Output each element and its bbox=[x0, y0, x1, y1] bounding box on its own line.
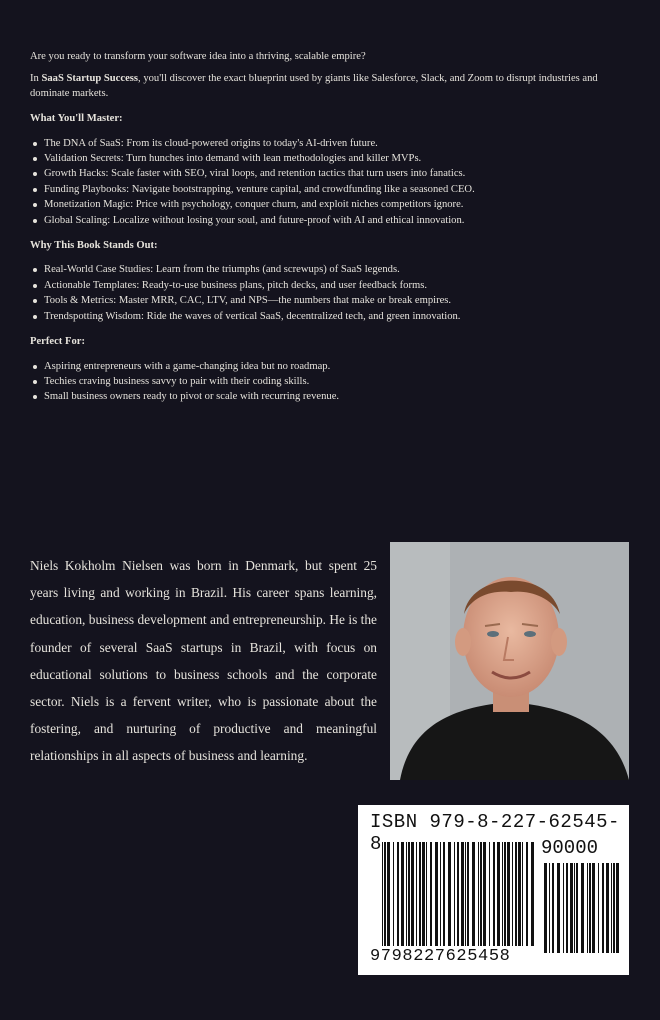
list-item: Techies craving business savvy to pair with their coding skills. bbox=[30, 374, 635, 389]
list-item: Trendspotting Wisdom: Ride the waves of vertical SaaS, decentralized tech, and green innovation. bbox=[30, 309, 635, 324]
lead-prefix: In bbox=[30, 73, 42, 85]
ean-number: 9798227625458 bbox=[370, 947, 511, 966]
list-item: Actionable Templates: Ready-to-use business plans, pitch decks, and user feedback forms. bbox=[30, 278, 635, 293]
master-list bbox=[30, 136, 635, 228]
list-item: Real-World Case Studies: Learn from the triumphs (and screwups) of SaaS legends. bbox=[30, 262, 635, 277]
list-item: Funding Playbooks: Navigate bootstrapping, venture capital, and crowdfunding like a seasoned CEO. bbox=[30, 182, 635, 197]
section-heading-perfect-for: Perfect For: bbox=[30, 336, 85, 348]
perfect-for-list bbox=[30, 359, 635, 405]
price-addon: 90000 bbox=[541, 837, 599, 859]
list-item: Aspiring entrepreneurs with a game-changing idea but no roadmap. bbox=[30, 359, 635, 374]
isbn-label: ISBN 979-8-227-62545-8 bbox=[370, 811, 620, 855]
lead-suffix: , you'll discover the exact blueprint used by giants like Salesforce, Slack, and Zoom to disrupt industries and dominate markets. bbox=[30, 73, 598, 99]
author-photo bbox=[390, 542, 629, 780]
isbn-barcode bbox=[358, 805, 629, 975]
list-item: Validation Secrets: Turn hunches into demand with lean methodologies and killer MVPs. bbox=[30, 151, 635, 166]
list-item: Global Scaling: Localize without losing your soul, and future-proof with AI and ethical innovation. bbox=[30, 213, 635, 228]
author-bio: Niels Kokholm Nielsen was born in Denmark, but spent 25 years living and working in Brazil. His career spans learning, education, business development and entrepreneurship. He is the founder of several SaaS startups in Brazil, with focus on educational solutions to business schools and the corporate sector. Niels is a fervent writer, who is passionate about the fostering, and nurturing of productive and meaningful relationships in all aspects of business and learning. bbox=[30, 558, 377, 764]
book-title: SaaS Startup Success bbox=[41, 73, 139, 85]
list-item: Monetization Magic: Price with psychology, conquer churn, and exploit niches competitors ignore. bbox=[30, 197, 635, 212]
list-item: Growth Hacks: Scale faster with SEO, viral loops, and retention tactics that turn users into fanatics. bbox=[30, 166, 635, 181]
section-heading-master: What You'll Master: bbox=[30, 113, 123, 125]
intro-question: Are you ready to transform your software idea into a thriving, scalable empire? bbox=[30, 51, 366, 62]
lead-paragraph bbox=[30, 72, 635, 101]
list-item: Small business owners ready to pivot or scale with recurring revenue. bbox=[30, 389, 635, 404]
back-cover-blurb bbox=[30, 50, 635, 405]
author-portrait-icon bbox=[390, 542, 629, 780]
stands-out-list bbox=[30, 262, 635, 324]
section-heading-stands-out: Why This Book Stands Out: bbox=[30, 240, 158, 252]
list-item: The DNA of SaaS: From its cloud-powered origins to today's AI-driven future. bbox=[30, 136, 635, 151]
list-item: Tools & Metrics: Master MRR, CAC, LTV, and NPS—the numbers that make or break empires. bbox=[30, 293, 635, 308]
